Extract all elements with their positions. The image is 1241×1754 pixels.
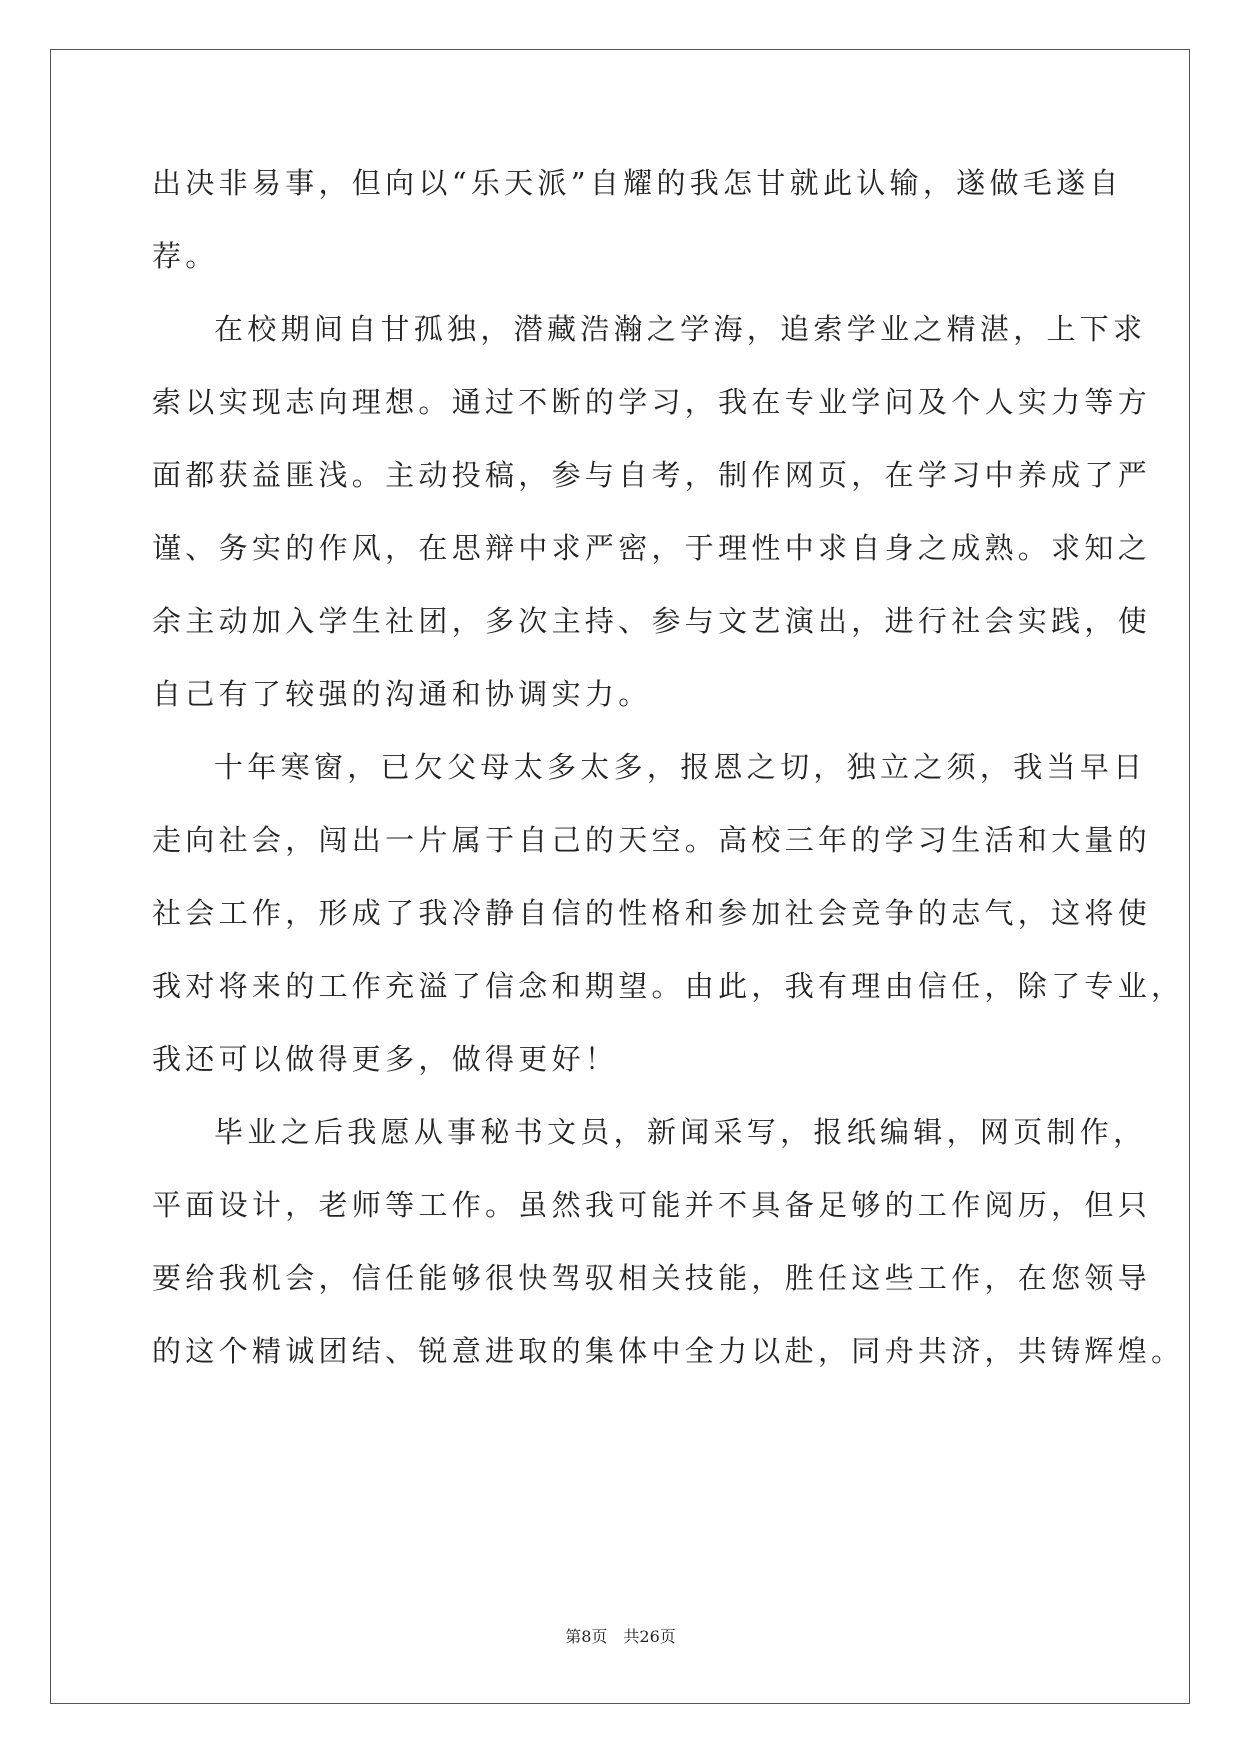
paragraph-1-line-1: 出决非易事，但向以“乐天派”自耀的我怎甘就此认输，遂做毛遂自	[152, 166, 1123, 200]
paragraph-4-line-3: 要给我机会，信任能够很快驾驭相关技能，胜任这些工作，在您领导	[152, 1261, 1152, 1295]
paragraph-2-line-4: 谨、务实的作风，在思辩中求严密，于理性中求自身之成熟。求知之	[152, 531, 1152, 565]
paragraph-4-line-1: 毕业之后我愿从事秘书文员，新闻采写，报纸编辑，网页制作，	[214, 1115, 1147, 1149]
page-frame	[50, 49, 1190, 1704]
paragraph-4-line-4: 的这个精诚团结、锐意进取的集体中全力以赴，同舟共济，共铸辉煌。	[152, 1334, 1185, 1368]
paragraph-2-line-6: 自己有了较强的沟通和协调实力。	[152, 677, 652, 711]
paragraph-2-line-3: 面都获益匪浅。主动投稿，参与自考，制作网页，在学习中养成了严	[152, 458, 1152, 492]
paragraph-2-line-5: 余主动加入学生社团，多次主持、参与文艺演出，进行社会实践，使	[152, 604, 1152, 638]
page-number-footer: 第8页 共26页	[565, 1627, 676, 1646]
paragraph-2-line-2: 索以实现志向理想。通过不断的学习，我在专业学问及个人实力等方	[152, 385, 1152, 419]
paragraph-3-line-2: 走向社会，闯出一片属于自己的天空。高校三年的学习生活和大量的	[152, 823, 1152, 857]
paragraph-3-line-3: 社会工作，形成了我冷静自信的性格和参加社会竞争的志气，这将使	[152, 896, 1152, 930]
paragraph-3-line-4: 我对将来的工作充溢了信念和期望。由此，我有理由信任，除了专业，	[152, 969, 1185, 1003]
paragraph-1-line-2: 荐。	[152, 239, 219, 273]
paragraph-3-line-1: 十年寒窗，已欠父母太多太多，报恩之切，独立之须，我当早日	[214, 750, 1147, 784]
paragraph-4-line-2: 平面设计，老师等工作。虽然我可能并不具备足够的工作阅历，但只	[152, 1188, 1152, 1222]
paragraph-3-line-5: 我还可以做得更多，做得更好！	[152, 1042, 619, 1076]
paragraph-2-line-1: 在校期间自甘孤独，潜藏浩瀚之学海，追索学业之精湛，上下求	[214, 312, 1147, 346]
